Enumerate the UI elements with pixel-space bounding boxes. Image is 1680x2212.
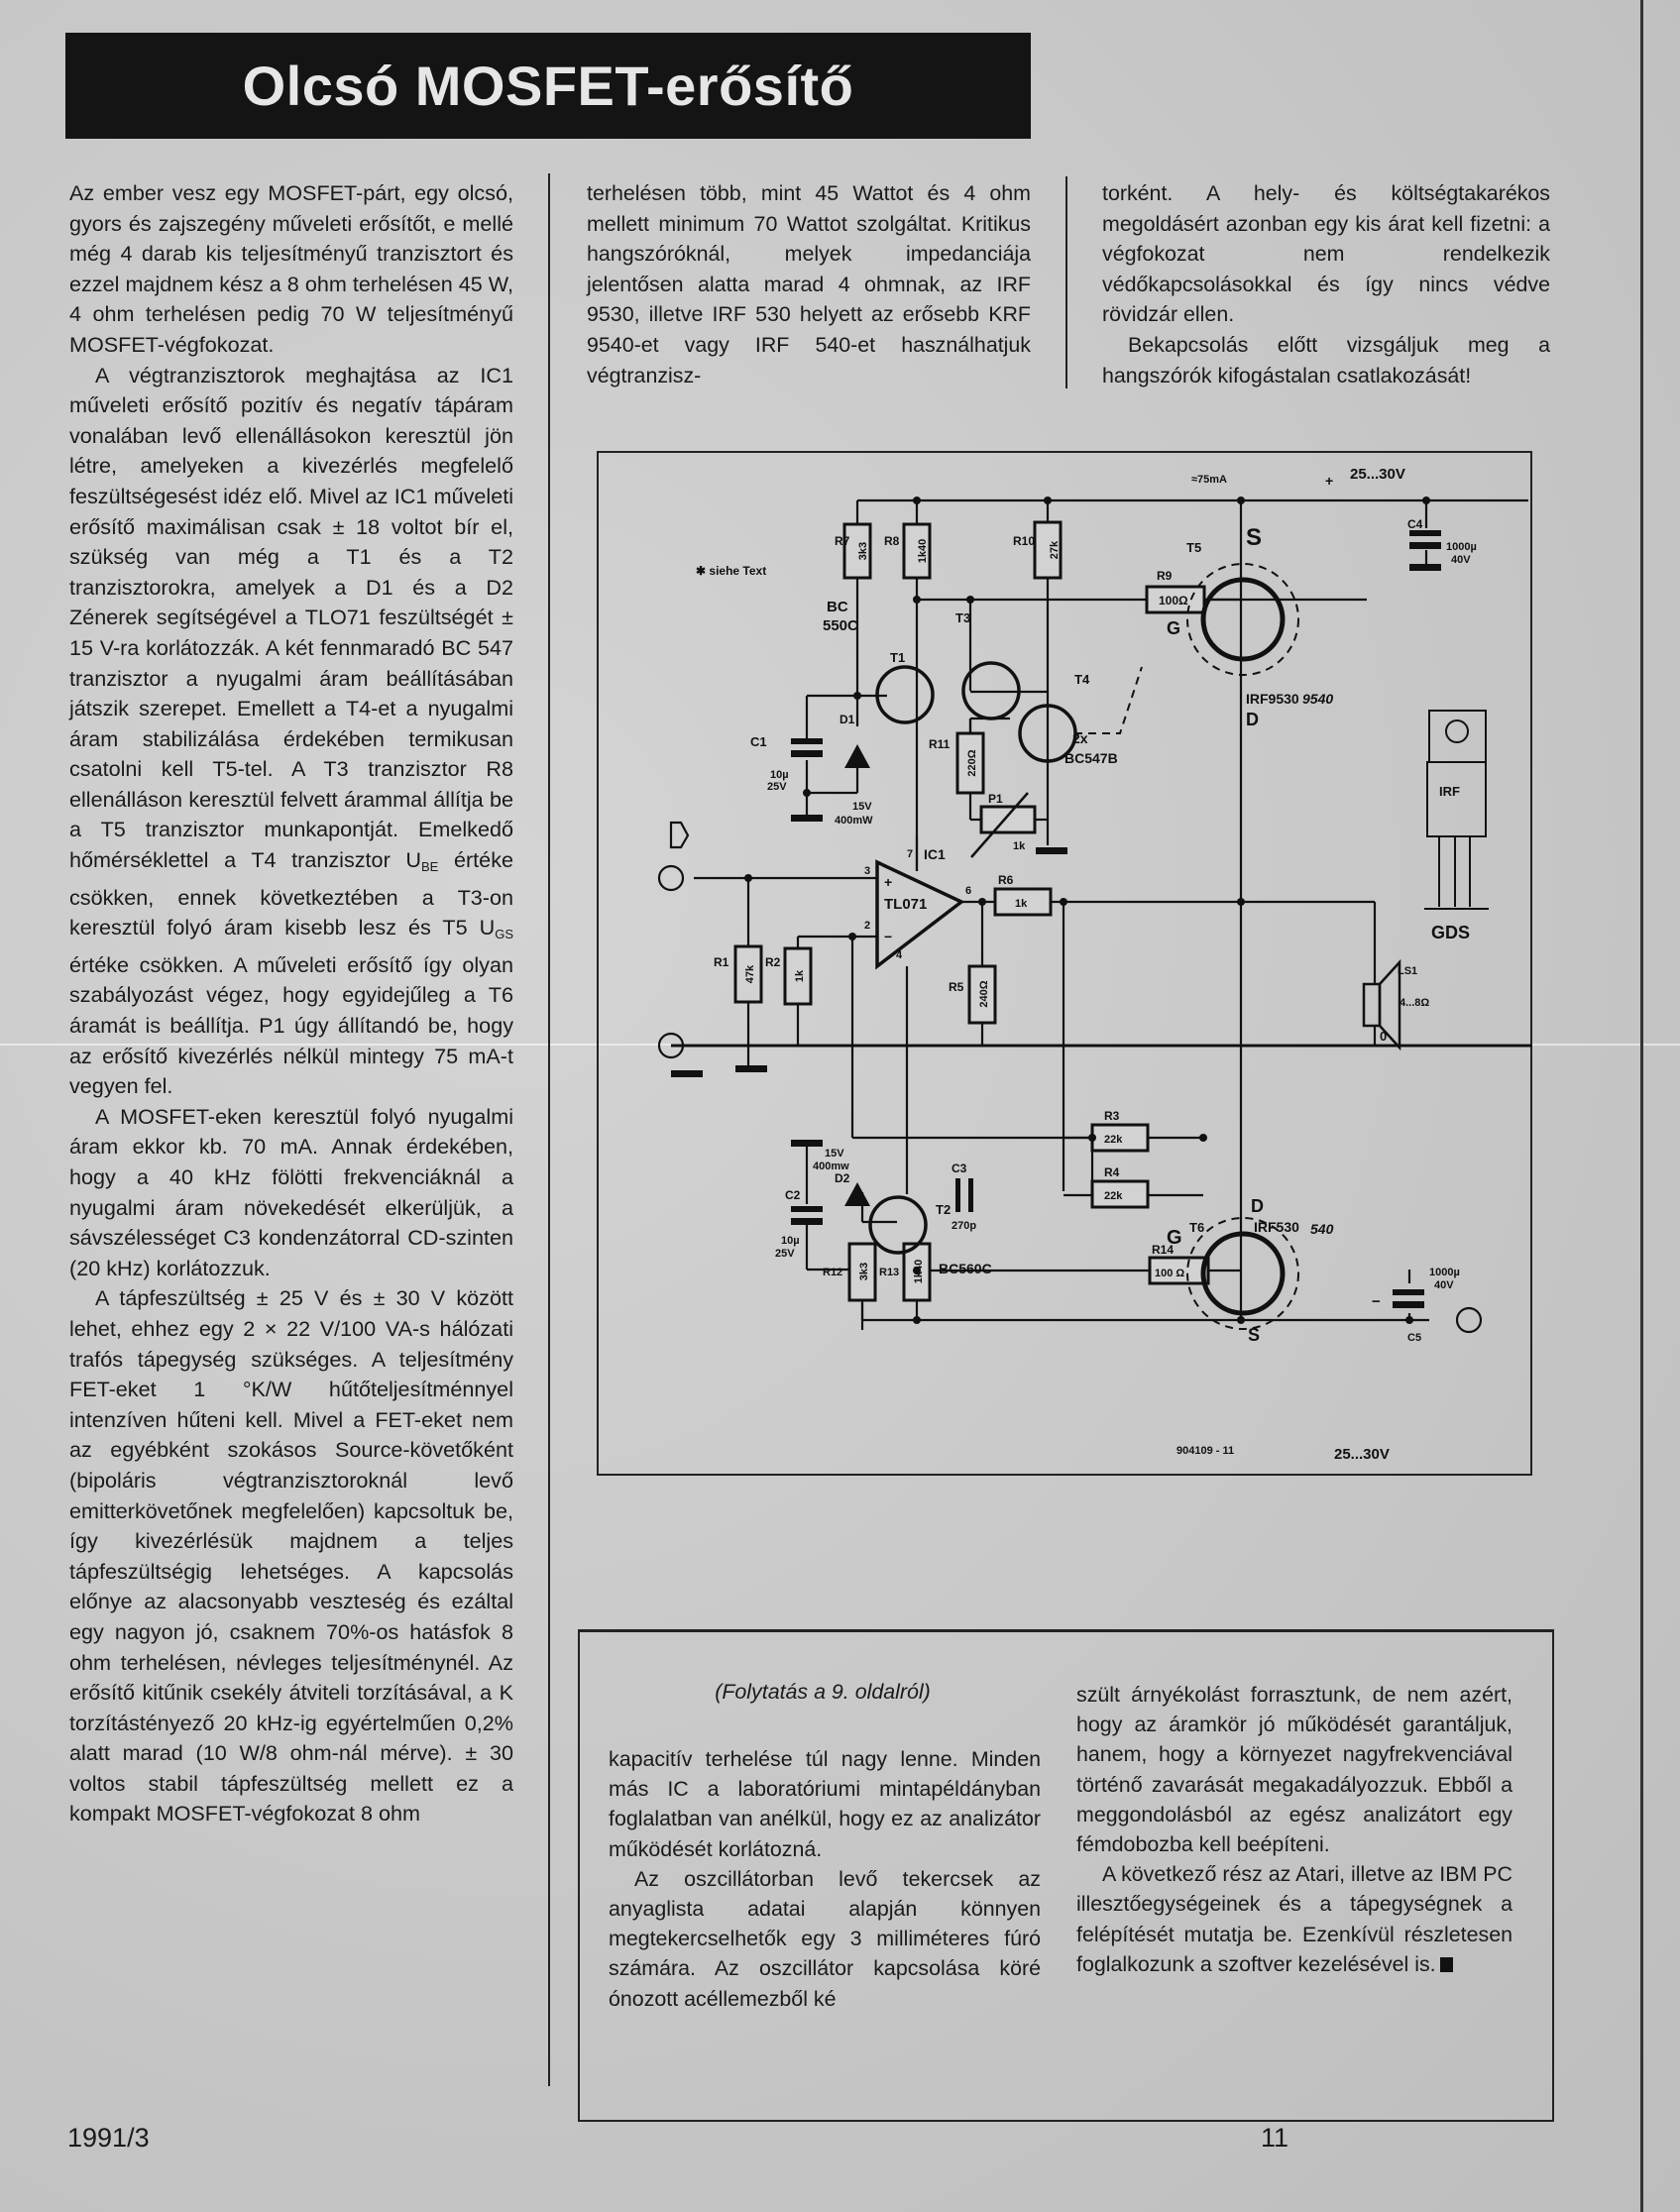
paragraph: Az ember vesz egy MOSFET-párt, egy olcsó, gyors és zajszegény műveleti erősítőt, e mellé még 4 darab kis teljesítményű tranzisztort és ezzel majdnem kész a 8 ohm terhelésen 45 W, 4 ohm terhelésen pedig 70 W teljesítményű MOSFET-végfokozat. <box>69 180 513 357</box>
input-terminal <box>659 866 683 890</box>
zener-d1 <box>844 744 870 768</box>
t6-handwritten-note: 540 <box>1310 1221 1334 1237</box>
label-ls1: LS1 <box>1398 965 1418 977</box>
power-d2: 400mw <box>813 1161 849 1172</box>
pin-2: 2 <box>864 920 871 932</box>
label-r4: R4 <box>1104 1165 1120 1179</box>
label-r14: R14 <box>1152 1243 1175 1257</box>
volt-c2: 25V <box>775 1248 795 1260</box>
subscript: BE <box>421 859 439 875</box>
value-r4: 22k <box>1104 1190 1123 1202</box>
schematic-diagram <box>597 451 1532 1476</box>
volt-c5: 40V <box>1434 1279 1454 1291</box>
label-p1: P1 <box>988 792 1003 806</box>
value-r3: 22k <box>1104 1134 1123 1146</box>
label-r8: R8 <box>884 534 900 548</box>
t5-handwritten-note: 9540 <box>1302 691 1334 707</box>
supply-negative-label: 25...30V <box>1334 1446 1390 1463</box>
paragraph: terhelésen több, mint 45 Wattot és 4 ohm mellett minimum 70 Wattot szolgáltat. Kritikus hangszóróknál, melyek impedanciája jelentősen alatta marad 4 ohmnak, az IRF 9530, illetve IRF 530 helyett az erősebb KRF 9540-et vagy IRF 540-et használhatjuk végtranzisz- <box>587 181 1031 387</box>
value-r6: 1k <box>1015 898 1028 910</box>
ground-symbol <box>1036 847 1067 854</box>
label-r11: R11 <box>929 737 951 751</box>
column-rule <box>1065 176 1067 388</box>
handdrawn-package-sketch <box>1424 711 1489 909</box>
column-rule <box>548 173 550 2086</box>
label-t4: T4 <box>1074 672 1090 687</box>
label-c3: C3 <box>952 1161 967 1175</box>
value-r9: 100Ω <box>1159 594 1188 608</box>
inset-left-column <box>609 1744 1041 2014</box>
paragraph <box>69 361 513 1102</box>
value-p1: 1k <box>1013 840 1026 852</box>
t34-count: 2x <box>1072 730 1088 746</box>
value-r12: 3k3 <box>858 1262 870 1281</box>
label-r3: R3 <box>1104 1109 1120 1123</box>
plus-input: + <box>884 874 893 890</box>
label-t1: T1 <box>890 650 906 665</box>
label-c2: C2 <box>785 1188 801 1202</box>
handwritten-pinout: GDS <box>1431 923 1471 942</box>
zero-label: 0 <box>1380 1029 1388 1044</box>
label-r12: R12 <box>823 1267 843 1278</box>
paragraph <box>1076 1859 1512 1979</box>
paragraph: Az oszcillátorban levő tekercsek az anyaglista adatai alapján könnyen megtekercselhetők egy 3 milliméteres fúró számára. Az oszcillátor kapcsolása köré ónozott acéllemezből ké <box>609 1866 1041 2011</box>
article-title: Olcsó MOSFET-erősítő <box>242 55 854 117</box>
capacitor-c3 <box>955 1178 960 1212</box>
volt-c4: 40V <box>1451 554 1471 566</box>
label-d2: D2 <box>835 1171 850 1185</box>
text-column-1 <box>69 178 513 1829</box>
drawing-number: 904109 - 11 <box>1176 1445 1235 1457</box>
continued-from-label: (Folytatás a 9. oldalról) <box>715 1680 931 1704</box>
label-t3: T3 <box>955 610 971 625</box>
minus-label: − <box>1372 1293 1381 1310</box>
t34-type: BC547B <box>1064 750 1118 766</box>
speaker-ls1 <box>1364 984 1380 1026</box>
handwritten-package-label: IRF <box>1439 784 1460 799</box>
t5-type: IRF9530 <box>1246 691 1299 707</box>
issue-number: 1991/3 <box>67 2123 150 2153</box>
pin-4: 4 <box>896 949 903 961</box>
label-t2: T2 <box>936 1202 952 1217</box>
t6-type: IRF530 <box>1254 1219 1299 1235</box>
label-r6: R6 <box>998 873 1014 887</box>
label-r2: R2 <box>765 955 781 969</box>
end-of-article-mark <box>1440 1957 1453 1972</box>
label-c5: C5 <box>1407 1332 1422 1344</box>
text-run: értéke csökken. A műveleti erősítő így olyan szabályozást végez, hogy egyidejűleg a T6 áramát is beállítja. P1 úgy állítandó be, hogy az erősítő kivezérlés nélkül mintegy 75 mA-t vegyen fel. <box>69 951 513 1099</box>
capacitor-c5 <box>1393 1289 1424 1295</box>
ground-symbol <box>791 815 823 822</box>
paragraph: szült árnyékolást forrasztunk, de nem azért, hogy az áramkör jó működését garantáljuk, hanem, hogy a környezet nagyfrekvenciával történő zavarását megakadályozzuk. Ebből a meggondolásból az egész analizátort egy fémdobozba kell beépíteni. <box>1076 1683 1512 1857</box>
t1-type-a: BC <box>827 599 848 615</box>
pin-7: 7 <box>907 848 914 860</box>
value-r5: 240Ω <box>978 980 990 1008</box>
ground-symbol <box>735 1065 767 1072</box>
value-r14: 100 Ω <box>1155 1268 1185 1279</box>
potentiometer-p1 <box>981 807 1035 832</box>
paragraph: A tápfeszültség ± 25 V és ± 30 V között lehet, ehhez egy 2 × 22 V/100 VA-s hálózati trafós tápegység szükséges. A teljesítmény FET-eket 1 °K/W hűtőteljesítménnyel intenzíven hűteni kell. Mivel a FET-eket nem az egyébként szokásos Source-követőként (bipoláris végtranzisztoroknál levő emitterkövetőnek megfelelően) kapcsoltuk be, így kivezérlésük majdnem a teljes tápfeszültségig lehetséges. A kapcsolás előnye az alacsonyabb veszteség és ezáltal egy nagyon jó, csaknem 70%-os hatásfok 8 ohm terhelésen, névleges teljesítménynél. Az erősítő kitűnik csekély átviteli torzításával, a K torzítástényező 20 kHz-ig egyértelműen 0,2% alatt marad (10 W/8 ohm-nál mérve). ± 30 voltos stabil tápfeszültség mellett ez a kompakt MOSFET-végfokozat 8 ohm <box>69 1285 513 1826</box>
plus-label: + <box>1325 473 1334 489</box>
capacitor-c1 <box>791 738 823 744</box>
page-edge <box>1640 0 1643 2212</box>
value-r8: 1k40 <box>917 538 929 564</box>
note-siehe-text: ✱ siehe Text <box>696 564 767 578</box>
label-r5: R5 <box>949 980 964 994</box>
value-r11: 220Ω <box>966 749 978 777</box>
capacitor-c2 <box>791 1140 823 1147</box>
handwritten-g-t5: G <box>1167 618 1181 638</box>
value-c1: 10µ <box>770 769 789 781</box>
handwritten-d-t6: D <box>1251 1196 1264 1216</box>
handwritten-d-t5: D <box>1246 710 1259 729</box>
minus-input: − <box>884 929 893 944</box>
paragraph: A MOSFET-eken keresztül folyó nyugalmi áram ekkor kb. 70 mA. Annak érdekében, hogy a 40 kHz fölötti frekvenciáknál a nyugalmi áram növekedését elkerüljük, a sávszélességet C3 kondenzátorral CD-szinten (20 kHz) korlátozzuk. <box>69 1103 513 1280</box>
value-ls1: 4...8Ω <box>1400 997 1430 1009</box>
volt-c1: 25V <box>767 781 787 793</box>
label-r9: R9 <box>1157 569 1173 583</box>
text-column-2 <box>587 178 1031 390</box>
paragraph: Bekapcsolás előtt vizsgáljuk meg a hangszórók kifogástalan csatlakozását! <box>1102 332 1550 387</box>
label-t6: T6 <box>1189 1220 1205 1235</box>
negative-supply-terminal <box>1457 1308 1481 1332</box>
text-run: értéke csökken, ennek következtében a T3-on keresztül folyó áram kisebb lesz és T5 U <box>69 847 513 940</box>
value-r10: 27k <box>1049 540 1061 560</box>
value-r7: 3k3 <box>857 541 869 561</box>
label-r13: R13 <box>879 1267 900 1278</box>
label-r7: R7 <box>835 534 850 548</box>
label-t5: T5 <box>1186 540 1202 555</box>
pin-6: 6 <box>965 885 972 897</box>
value-r2: 1k <box>794 969 806 983</box>
transistor-t2 <box>870 1197 926 1253</box>
paragraph: torként. A hely- és költségtakarékos megoldásért azonban egy kis árat kell fizetni: a végfokozat nem rendelkezik védőkapcsolásokkal és így nincs védve rövidzár ellen. <box>1102 181 1550 327</box>
label-c4: C4 <box>1407 517 1423 531</box>
label-r10: R10 <box>1013 534 1036 548</box>
label-c1: C1 <box>750 734 767 749</box>
value-c5: 1000µ <box>1429 1267 1460 1278</box>
text-run: A következő rész az Atari, illetve az IBM PC illesztőegységeinek és a tápegységnek a felépítését mutatja be. Ezenkívül részletesen foglalkozunk a szoftver kezelésével is. <box>1076 1862 1512 1976</box>
label-r1: R1 <box>714 955 729 969</box>
mosfet-t6 <box>1203 1234 1283 1313</box>
volt-d2: 15V <box>825 1148 844 1160</box>
value-r1: 47k <box>744 964 756 984</box>
ground-symbol <box>671 1070 703 1077</box>
current-label: ≈75mA <box>1191 474 1227 486</box>
text-run: A végtranzisztorok meghajtása az IC1 műveleti erősítő pozitív és negatív tápáram vonalában levő ellenállásokon keresztül jön létre, amelyeken a kivezérlés megfelelő feszültségesést idéz elő. Mivel az IC1 műveleti erősítő maximálisan csak ± 18 voltot bír el, szükség van még a T1 és a T2 tranzisztorokra, amelyek a D1 és a D2 Zénerek segítségével a TLO71 feszültségét ± 15 V-ra korlátozzák. A két fennmaradó BC 547 tranzisztor a nyugalmi áram beállításában játszik szerepet. Emellett a T4-et a nyugalmi áram stabilizálása érdekében termikusan csatolni kell T5-tel. A T3 tranzisztor R8 ellenálláson keresztül felvett árammal állítja be a T5 tranzisztor munkapontját. Emelkedő hőmérséklettel a T4 tranzisztor U <box>69 362 513 873</box>
handwritten-g-t6: G <box>1167 1227 1182 1249</box>
input-arrow-icon <box>671 823 688 847</box>
paragraph: kapacitív terhelése túl nagy lenne. Minden más IC a laboratóriumi mintapéldányban foglalatban van anélkül, hogy ez az analizátor működését korlátozná. <box>609 1747 1041 1861</box>
text-column-3 <box>1102 178 1550 390</box>
inset-right-column <box>1076 1680 1512 1979</box>
label-d1: D1 <box>840 713 855 726</box>
handwritten-s-t5: S <box>1246 524 1263 551</box>
value-c2: 10µ <box>781 1235 800 1247</box>
supply-positive-label: 25...30V <box>1350 466 1405 483</box>
page-number: 11 <box>1261 2123 1289 2153</box>
volt-d1: 15V <box>852 801 872 813</box>
opamp-type: TL071 <box>884 896 928 913</box>
power-d1: 400mW <box>835 815 873 827</box>
value-c3: 270p <box>952 1220 977 1232</box>
title-bar <box>65 33 1031 139</box>
value-c4: 1000µ <box>1446 541 1477 553</box>
value-r13: 1k40 <box>913 1259 925 1284</box>
pin-3: 3 <box>864 865 871 877</box>
label-ic1: IC1 <box>924 846 946 862</box>
mosfet-t5 <box>1203 580 1283 659</box>
handwritten-s-t6: S <box>1248 1325 1261 1345</box>
t2-type: BC560C <box>939 1261 992 1276</box>
zener-d2 <box>844 1182 870 1206</box>
t1-type-b: 550C <box>823 617 858 634</box>
subscript: GS <box>495 927 513 942</box>
